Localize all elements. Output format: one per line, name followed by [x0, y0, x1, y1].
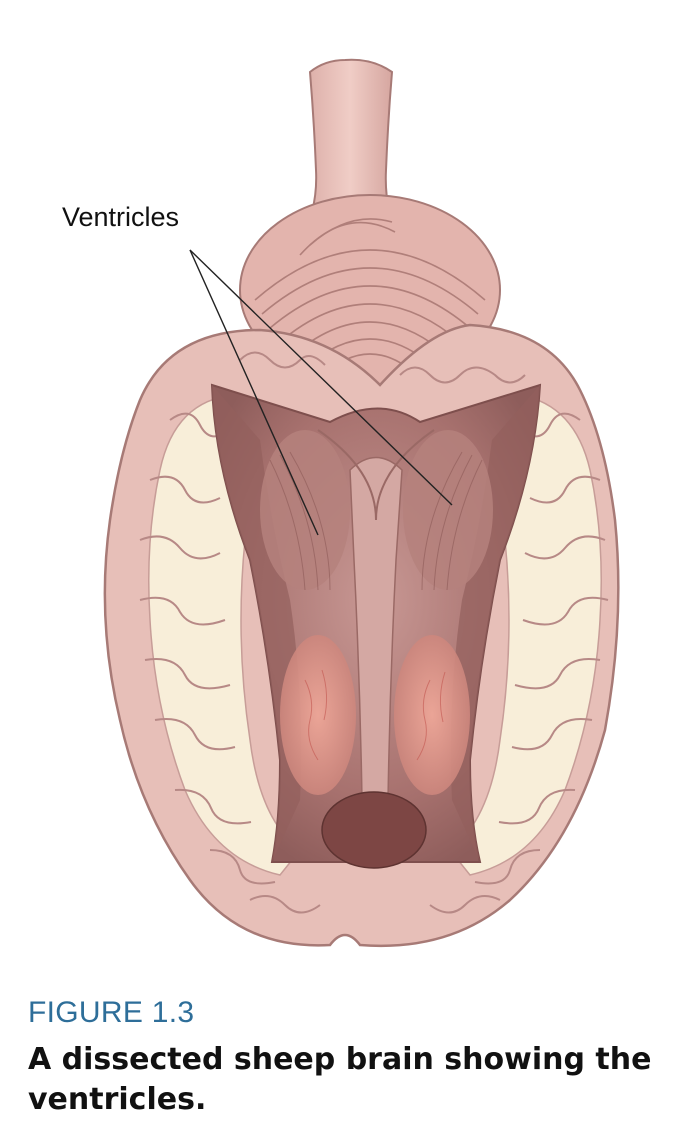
- left-ventricle-floor: [260, 430, 350, 590]
- posterior-mass: [322, 792, 426, 868]
- left-hippocampus: [280, 635, 356, 795]
- ventricles-label: Ventricles: [62, 202, 180, 232]
- right-hippocampus: [394, 635, 470, 795]
- figure-number: FIGURE 1.3: [28, 996, 195, 1029]
- figure-caption: A dissected sheep brain showing the ventricles.: [28, 1042, 652, 1117]
